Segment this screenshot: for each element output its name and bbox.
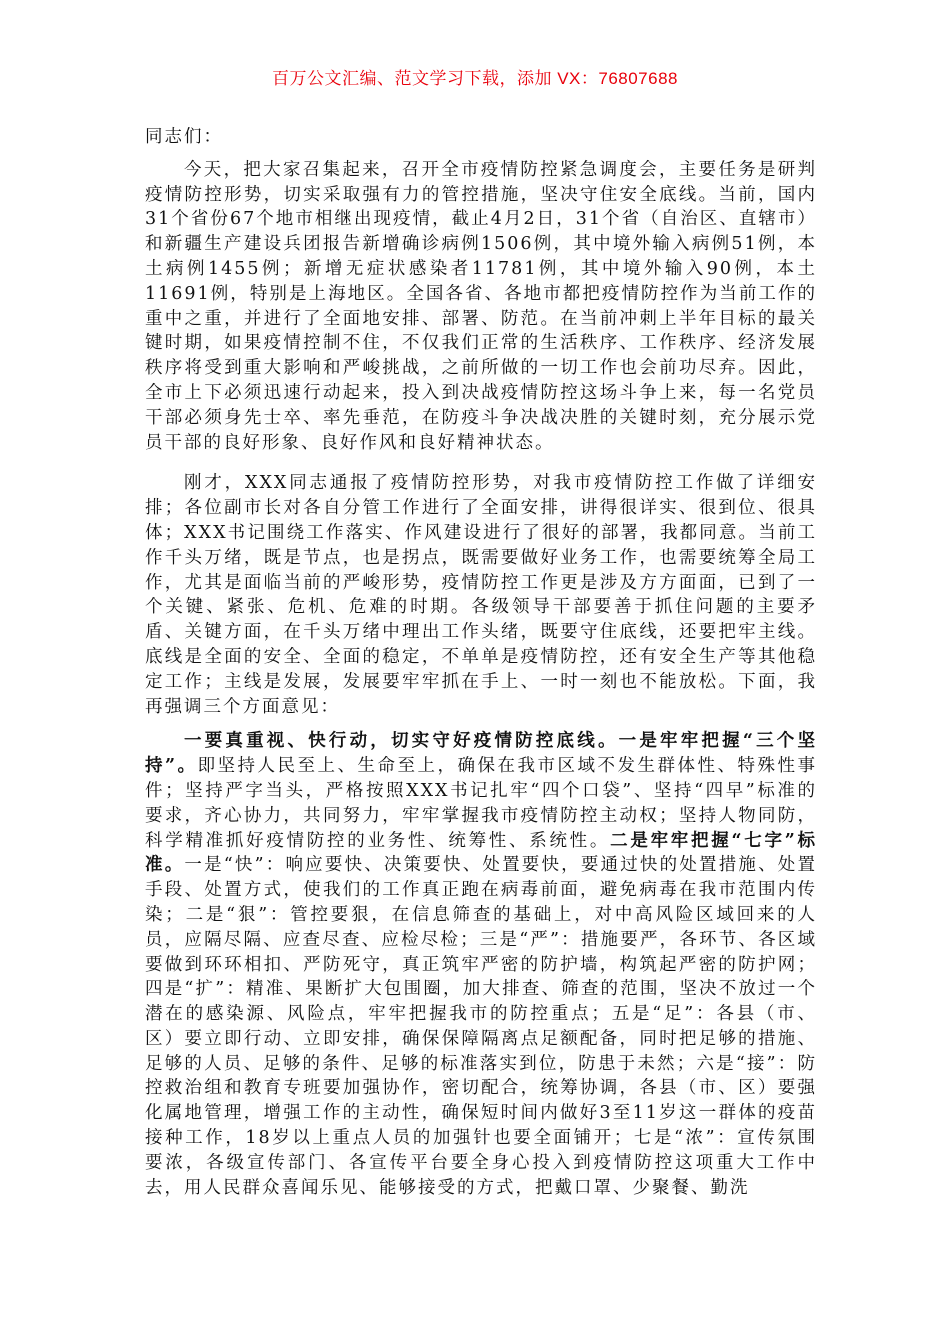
paragraph-1: 今天，把大家召集起来，召开全市疫情防控紧急调度会，主要任务是研判疫情防控形势，切实采取强有力的管控措施，坚决守住安全底线。当前，国内31个省份67个地市相继出现疫情，截止4月2日，31个省（自治区、直辖市）和新疆生产建设兵团报告新增确诊病例1506例，其中境外输入病例51例，本土病例1455例；新增无症状感染者11781例，其中境外输入90例，本土11691例，特别是上海地区。全国各省、各地市都把疫情防控作为当前工作的重中之重，并进行了全面地安排、部署、防范。在当前冲刺上半年目标的最关键时期，如果疫情控制不住，不仅我们正常的生活秩序、工作秩序、经济发展秩序将受到重大影响和严峻挑战，之前所做的一切工作也会前功尽弃。因此，全市上下必须迅速行动起来，投入到决战疫情防控这场斗争上来，每一名党员干部必须身先士卒、率先垂范，在防疫斗争决战决胜的关键时刻，充分展示党员干部的良好形象、良好作风和良好精神状态。 bbox=[145, 159, 817, 453]
salutation: 同志们： bbox=[145, 127, 223, 147]
paragraph-2: 刚才，XXX同志通报了疫情防控形势，对我市疫情防控工作做了详细安排；各位副市长对各自分管工作进行了全面安排，讲得很详实、很到位、很具体；XXX书记围绕工作落实、作风建设进行了很好的部署，我都同意。当前工作千头万绪，既是节点，也是拐点，既需要做好业务工作，也需要统筹全局工作，尤其是面临当前的严峻形势，疫情防控工作更是涉及方方面面，已到了一个关键、紧张、危机、危难的时期。各级领导干部要善于抓住问题的主要矛盾、关键方面，在千头万绪中理出工作头绪，既要守住底线，还要把牢主线。底线是全面的安全、全面的稳定，不单单是疫情防控，还有安全生产等其他稳定工作；主线是发展，发展要牢牢抓在手上、一时一刻也不能放松。下面，我再强调三个方面意见： bbox=[145, 473, 817, 717]
section-heading-1: 一要真重视、快行动，切实守好疫情防控底线。一是牢牢把握“三个坚持”。 bbox=[145, 731, 817, 777]
section-subheading-2: 二是牢牢把握“七字”标准。 bbox=[145, 830, 818, 876]
section-body-1: 即坚持人民至上、生命至上，确保在我市区域不发生群体性、特殊性事件；坚持严字当头，严格按照XXX书记扎牢“四个口袋”、坚持“四早”标准的要求，齐心协力，共同努力，牢牢掌握我市疫情防控主动权；坚持人物同防，科学精准抓好疫情防控的业务性、统筹性、系统性。 bbox=[145, 756, 817, 851]
section-body-2: 一是“快”：响应要快、决策要快、处置要快，要通过快的处置措施、处置手段、处置方式，使我们的工作真正跑在病毒前面，避免病毒在我市范围内传染；二是“狠”：管控要狠，在信息筛查的基础上，对中高风险区域回来的人员，应隔尽隔、应查尽查、应检尽检；三是“严”：措施要严，各环节、各区域要做到环环相扣、严防死守，真正筑牢严密的防护墙，构筑起严密的防护网；四是“扩”：精准、果断扩大包围圈，加大排查、筛查的范围，坚决不放过一个潜在的感染源、风险点，牢牢把握我市的防控重点；五是“足”：各县（市、区）要立即行动、立即安排，确保保障隔离点足额配备，同时把足够的措施、足够的人员、足够的条件、足够的标准落实到位，防患于未然；六是“接”：防控救治组和教育专班要加强协作，密切配合，统筹协调，各县（市、区）要强化属地管理，增强工作的主动性，确保短时间内做好3至11岁这一群体的疫苗接种工作，18岁以上重点人员的加强针也要全面铺开；七是“浓”：宣传氛围要浓，各级宣传部门、各宣传平台要全身心投入到疫情防控这项重大工作中去，用人民群众喜闻乐见、能够接受的方式，把戴口罩、少聚餐、勤洗 bbox=[145, 855, 817, 1198]
header-banner: 百万公文汇编、范文学习下载，添加 VX：76807688 bbox=[271, 69, 679, 88]
document-body bbox=[145, 125, 817, 1200]
paragraph-3 bbox=[145, 729, 817, 1200]
